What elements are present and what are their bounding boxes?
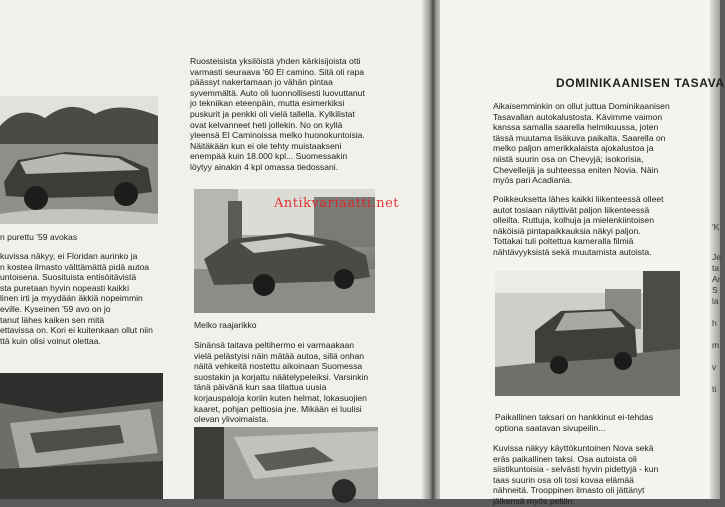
caption-taxi-mirror: Paikallinen taksari on hankkinut ei-tehdas optiona saatavan sivupeilin... [495, 412, 654, 433]
caption-el-camino: Melko raajarikko [194, 320, 257, 330]
watermark-text: Antikvariaatti.net [274, 196, 400, 211]
next-page-fragment-2: Je [712, 252, 722, 262]
next-page-edge [710, 0, 720, 499]
article-heading: DOMINIKAANISEN TASAVA [556, 76, 725, 90]
right-page [440, 0, 722, 506]
paragraph-dominican-intro: Aikaisemminkin on ollut juttua Dominikaanisen Tasavallan autokalustosta. Kävimme vaimon kanssa samalla saarella helmikuussa, joten tässä muutama lisäkuva paikalta. Saarella on melko paljon amerikkalaista ajokalustoa ja niistä suurin osa on Chevyjä; isokorisia, Chevelleijä ja suhteessa eniten Novia. Näin myös pari Acadiania. [493, 101, 670, 186]
caption-rusted-59: n purettu '59 avokas [0, 232, 78, 242]
next-page-fragment-1: 'K [712, 222, 720, 232]
paragraph-repair-panels: Sinänsä taitava peltihermo ei varmaakaan vielä pelästyisi näin mätää autoa, sillä onhan näitä vehkeitä nostettu aikoinaan Suomessa suostakin ja korjattu näätelypeleiksi. Varsinkin tänä päivänä kun saa tilattua uusia korjauspaloja koriin kuten helmat, lokasuojien kaaret, pohjan peltiosia jne. Mikään ei luulisi olevan ylivoimaista. [194, 340, 369, 425]
paragraph-dented-cars: Poikkeuksetta lähes kaikki liikenteessä olleet autot tosiaan näyttivät paljon liikenteessä olleilta. Ruttuja, kolhuja ja mielenkiintoisen näköisiä pintapaikkauksia näkyi paljon. Tottakai tuli poltettua kameralla filmiä nähtävyyksistä sekä muutamista autoista. [493, 194, 664, 257]
photo-rusted-panel [194, 427, 378, 499]
photo-rusted-59-convertible [0, 96, 158, 224]
next-page-fragment-9: v [712, 362, 717, 372]
next-page-fragment-4: Ar [712, 274, 721, 284]
paragraph-nova-taxi: Kuvissa näkyy käyttökuntoinen Nova sekä eräs paikallinen taksi. Osa autoista oli siistikuntoisia - selvästi hyvin pidettyjä - kun taas suurin osa oli tosi kovaa elämää nähneitä. Trooppinen ilmasto oli jättänyt jälkensä myös peltiin. [493, 443, 659, 506]
next-page-fragment-8: m [712, 340, 720, 350]
next-page-fragment-7: h [712, 318, 717, 328]
next-page-fragment-3: ta [712, 263, 720, 273]
next-page-fragment-5: S [712, 285, 718, 295]
paragraph-florida-climate: kuvissa näkyy, ei Floridan aurinko ja n kostea ilmasto välttämättä pidä autoa untoisena. Suosituista entisöitävistä sta puretaan hyvin nopeasti kaikki linen irti ja myydään äkkiä nopeimmin eville. Kyseinen '59 avo on jo tanut lähes kaiken sen mitä ettavissa on. Kori ei kuitenkaan ollut niin ttä kuin olisi voinut olettaa. [0, 251, 153, 346]
next-page-fragment-10: ti [712, 384, 717, 394]
next-page-fragment-6: la [712, 296, 719, 306]
paragraph-el-camino: Ruosteisista yksilöistä yhden kärkisijoista otti varmasti seuraava '60 El camino. Sitä oli rapa päässyt nakertamaan jo vähän pintaa syvemmältä. Auto oli luonnollisesti luovuttanut jo tekniikan eteenpäin, mutta esimerkiksi puskurit ja penkki oli vielä tallella. Kylkilistat ovat kelvanneet heti jollekin. No on kyllä yleensä El Caminoissa melko huonokuntoisia. Näitäkään kun ei ole tehty muistaakseni enempää kuin 18.000 kpl... Suomessakin löytyy ainakin 4 kpl omassa tiedossani. [190, 56, 365, 172]
photo-engine-bay [0, 373, 163, 499]
photo-dominican-taxi [495, 271, 680, 396]
